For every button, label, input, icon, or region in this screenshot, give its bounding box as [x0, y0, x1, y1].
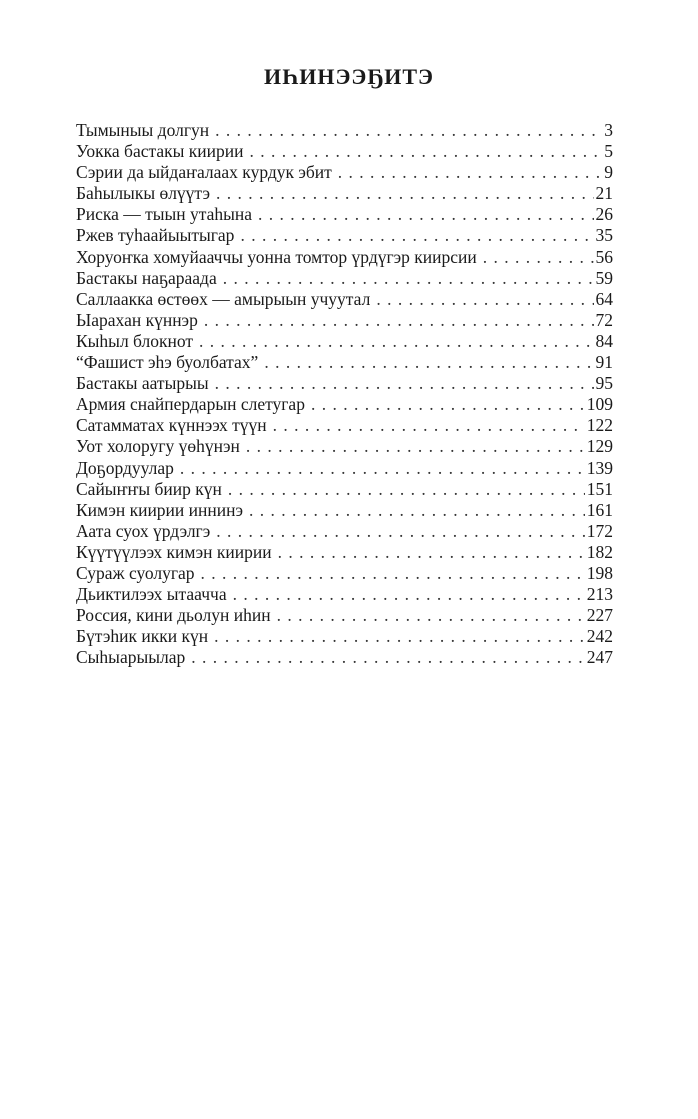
contents-heading: ИҺИНЭЭҔИТЭ	[264, 64, 434, 89]
toc-entry-title: Аата суох үрдэлгэ	[76, 520, 211, 541]
toc-entry-page-number: 35	[595, 225, 613, 246]
toc-entry-title: Россия, кини дьолун иһин	[76, 605, 271, 626]
toc-entry-title: Сайыҥҥы биир күн	[76, 478, 222, 499]
dot-leader	[204, 310, 594, 331]
dot-leader	[246, 436, 585, 457]
dot-leader	[338, 162, 602, 183]
toc-entry-page-number: 109	[586, 394, 613, 415]
toc-entry-page-number: 95	[595, 373, 613, 394]
dot-leader	[215, 373, 594, 394]
table-of-contents	[76, 120, 613, 668]
dot-leader	[233, 584, 585, 605]
toc-entry-title: Кимэн киирии иннинэ	[76, 499, 244, 520]
toc-entry	[76, 373, 613, 394]
toc-entry	[76, 436, 613, 457]
toc-entry	[76, 310, 613, 331]
toc-entry-page-number: 21	[595, 183, 613, 204]
toc-entry	[76, 542, 613, 563]
toc-entry	[76, 183, 613, 204]
toc-entry-title: Сураж суолугар	[76, 562, 195, 583]
toc-entry-title: Ыарахан күннэр	[76, 309, 198, 330]
dot-leader	[215, 120, 602, 141]
toc-entry-title: Армия снайпердарын слетугар	[76, 394, 305, 415]
toc-entry-title: Саллаакка өстөөх — амырыын учуутал	[76, 288, 371, 309]
toc-entry-title: Сэрии да ыйдаҥалаах курдук эбит	[76, 162, 332, 183]
toc-entry-page-number: 242	[586, 626, 613, 647]
toc-entry	[76, 584, 613, 605]
toc-entry-title: Уокка бастакы киирии	[76, 141, 244, 162]
dot-leader	[191, 647, 585, 668]
toc-entry	[76, 247, 613, 268]
dot-leader	[180, 458, 585, 479]
toc-entry-page-number: 5	[604, 141, 613, 162]
dot-leader	[376, 289, 593, 310]
toc-entry-page-number: 129	[586, 436, 613, 457]
dot-leader	[249, 141, 602, 162]
toc-entry-page-number: 182	[586, 541, 613, 562]
dot-leader	[278, 542, 585, 563]
toc-entry-page-number: 56	[595, 246, 613, 267]
toc-entry-page-number: 26	[595, 204, 613, 225]
toc-entry-page-number: 213	[586, 584, 613, 605]
toc-entry-page-number: 3	[604, 120, 613, 140]
toc-entry-title: Күүтүүлээх кимэн киирии	[76, 541, 272, 562]
toc-entry-title: Бүтэһик икки күн	[76, 626, 209, 647]
toc-entry-title: Сыһыарыылар	[76, 647, 186, 668]
dot-leader	[240, 225, 593, 246]
toc-entry-page-number: 64	[595, 288, 613, 309]
toc-entry-title: Дьиктилээх ытаачча	[76, 584, 227, 605]
toc-entry-title: Кыһыл блокнот	[76, 330, 194, 351]
dot-leader	[483, 247, 594, 268]
dot-leader	[216, 183, 593, 204]
toc-entry	[76, 647, 613, 668]
toc-entry-page-number: 227	[586, 605, 613, 626]
toc-entry-page-number: 122	[586, 415, 613, 436]
toc-entry	[76, 141, 613, 162]
toc-entry-page-number: 198	[586, 562, 613, 583]
dot-leader	[264, 352, 593, 373]
toc-entry-title: Тымыныы долгун	[76, 120, 210, 140]
toc-entry-page-number: 247	[586, 647, 613, 668]
toc-entry-title: Уот холоругу үөһүнэн	[76, 436, 240, 457]
toc-entry-title: Баһылыкы өлүүтэ	[76, 183, 211, 204]
toc-entry	[76, 626, 613, 647]
toc-entry	[76, 500, 613, 521]
dot-leader	[223, 268, 594, 289]
toc-entry	[76, 521, 613, 542]
toc-entry	[76, 120, 613, 141]
toc-entry-title: Бастакы наҕараада	[76, 267, 217, 288]
dot-leader	[199, 331, 593, 352]
dot-leader	[228, 479, 585, 500]
toc-entry	[76, 479, 613, 500]
toc-entry	[76, 352, 613, 373]
toc-entry	[76, 268, 613, 289]
toc-entry-page-number: 139	[586, 457, 613, 478]
toc-entry	[76, 458, 613, 479]
toc-entry-title: Риска — тыын утаһына	[76, 204, 253, 225]
dot-leader	[201, 563, 585, 584]
toc-entry	[76, 605, 613, 626]
toc-entry-title: Бастакы аатырыы	[76, 373, 209, 394]
toc-entry-page-number: 151	[586, 478, 613, 499]
toc-entry-page-number: 72	[595, 309, 613, 330]
dot-leader	[311, 394, 585, 415]
toc-entry-page-number: 59	[595, 267, 613, 288]
toc-entry	[76, 563, 613, 584]
toc-entry	[76, 204, 613, 225]
toc-entry	[76, 162, 613, 183]
dot-leader	[214, 626, 585, 647]
toc-entry-page-number: 172	[586, 520, 613, 541]
toc-entry	[76, 394, 613, 415]
toc-entry-page-number: 9	[604, 162, 613, 183]
toc-entry	[76, 415, 613, 436]
dot-leader	[277, 605, 585, 626]
toc-entry-page-number: 91	[595, 352, 613, 373]
toc-entry-page-number: 84	[595, 330, 613, 351]
toc-entry-title: Ржев туһаайыытыгар	[76, 225, 235, 246]
toc-entry-title: “Фашист эһэ буолбатах”	[76, 352, 259, 373]
dot-leader	[216, 521, 585, 542]
dot-leader	[258, 204, 593, 225]
toc-entry-page-number: 161	[586, 499, 613, 520]
toc-entry	[76, 331, 613, 352]
toc-entry	[76, 289, 613, 310]
toc-entry-title: Хоруоҥка хомуйааччы уонна томтор үрдүгэр киирсии	[76, 246, 477, 267]
dot-leader	[273, 415, 585, 436]
toc-entry-title: Сатамматах күннээх түүн	[76, 415, 267, 436]
dot-leader	[249, 500, 585, 521]
toc-entry	[76, 225, 613, 246]
toc-entry-title: Доҕордуулар	[76, 457, 174, 478]
